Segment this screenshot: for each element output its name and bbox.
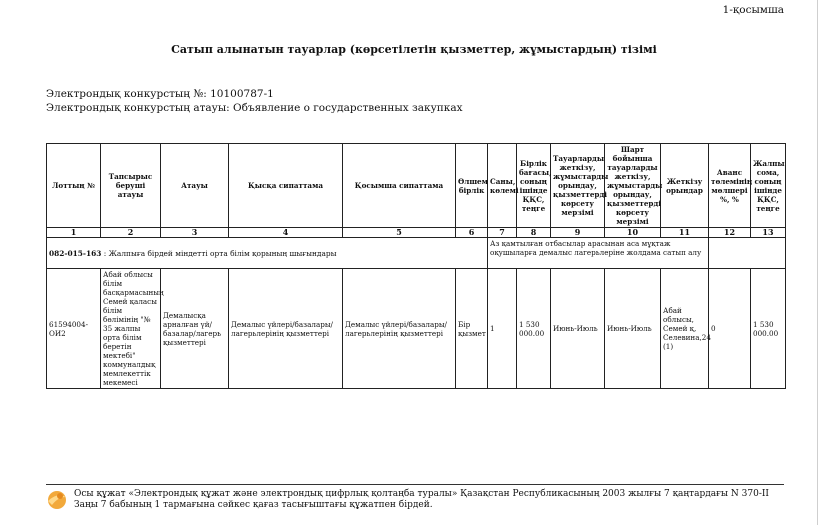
col-header: Шарт бойынша тауарларды жеткізу, жұмыстарды орындау, қызметтерді көрсету мерзімі <box>605 144 661 228</box>
contest-name: Электрондық конкурстың атауы: Объявление о государственных закупках <box>46 102 463 114</box>
budget-group-description: Аз қамтылған отбасылар арасынан аса мұқтаж оқушыларға демалыс лагерьлеріне жолдама сатып алу <box>488 238 709 269</box>
col-header: Аванс төлемінің мөлшері %, % <box>709 144 751 228</box>
egov-logo-icon <box>46 488 68 510</box>
column-number: 1 <box>47 228 101 238</box>
col-header: Саны, көлемі <box>488 144 517 228</box>
goods-table <box>46 143 786 389</box>
annex-label: 1-қосымша <box>722 4 784 16</box>
col-header: Өлшем бірлік <box>456 144 488 228</box>
quantity: 1 <box>488 269 517 389</box>
short-description: Демалыс үйлері/базалары/лагерьлерінің қызметтері <box>229 269 343 389</box>
page-title: Сатып алынатын тауарлар (көрсетілетін қызметтер, жұмыстардың) тізімі <box>171 43 657 56</box>
table-row <box>47 269 786 389</box>
budget-code: 082-015-163 <box>49 248 102 258</box>
header-row <box>47 144 786 228</box>
col-header: Тауарларды жеткізу, жұмыстарды орындау, қызметтерді көрсету мерзімі <box>551 144 605 228</box>
budget-group-title <box>47 238 488 269</box>
column-number: 8 <box>517 228 551 238</box>
col-header: Жалпы сома, соның ішінде ҚҚС, теңге <box>751 144 786 228</box>
budget-group-row <box>47 238 786 269</box>
item-name: Демалысқа арналған үй/базалар/лагерь қызметтері <box>161 269 229 389</box>
col-header: Бірлік бағасы, соның ішінде ҚҚС, теңге <box>517 144 551 228</box>
unit-price: 1 530 000.00 <box>517 269 551 389</box>
column-number-row <box>47 228 786 238</box>
advance-payment: 0 <box>709 269 751 389</box>
column-number: 13 <box>751 228 786 238</box>
lot-number: 61594004-ОИ2 <box>47 269 101 389</box>
col-header: Тапсырыс беруші атауы <box>101 144 161 228</box>
page-edge <box>817 0 818 525</box>
column-number: 10 <box>605 228 661 238</box>
customer-name: Абай облысы білім басқармасының Семей қаласы білім бөлімінің "№ 35 жалпы орта білім беретін мектебі" коммуналдық мемлекеттік мекемесі <box>101 269 161 389</box>
column-number: 3 <box>161 228 229 238</box>
contract-term: Июнь-Июль <box>605 269 661 389</box>
total-amount: 1 530 000.00 <box>751 269 786 389</box>
col-header: Қосымша сипаттама <box>343 144 456 228</box>
footer-divider <box>46 484 784 485</box>
budget-name: : Жалпыға бірдей міндетті орта білім қорының шығындары <box>103 248 337 258</box>
column-number: 2 <box>101 228 161 238</box>
unit: Бір қызмет <box>456 269 488 389</box>
delivery-term: Июнь-Июль <box>551 269 605 389</box>
col-header: Қысқа сипаттама <box>229 144 343 228</box>
column-number: 4 <box>229 228 343 238</box>
col-header: Атауы <box>161 144 229 228</box>
col-header: Жеткізу орындар <box>661 144 709 228</box>
column-number: 7 <box>488 228 517 238</box>
column-number: 11 <box>661 228 709 238</box>
contest-number: Электрондық конкурстың №: 10100787-1 <box>46 88 274 100</box>
footer-legal-note: Осы құжат «Электрондық құжат және электрондық цифрлық қолтаңба туралы» Қазақстан Республикасының 2003 жылғы 7 қаңтардағы N 370-II Заңы 7 бабының 1 тармағына сәйкес қағаз тасығыштағы құжатпен бірдей. <box>74 489 769 510</box>
empty-cell <box>709 238 786 269</box>
delivery-place: Абай облысы, Семей қ, Селевина,24 (1) <box>661 269 709 389</box>
column-number: 9 <box>551 228 605 238</box>
column-number: 12 <box>709 228 751 238</box>
extra-description: Демалыс үйлері/базалары/лагерьлерінің қызметтері <box>343 269 456 389</box>
column-number: 6 <box>456 228 488 238</box>
col-header: Лоттың № <box>47 144 101 228</box>
column-number: 5 <box>343 228 456 238</box>
